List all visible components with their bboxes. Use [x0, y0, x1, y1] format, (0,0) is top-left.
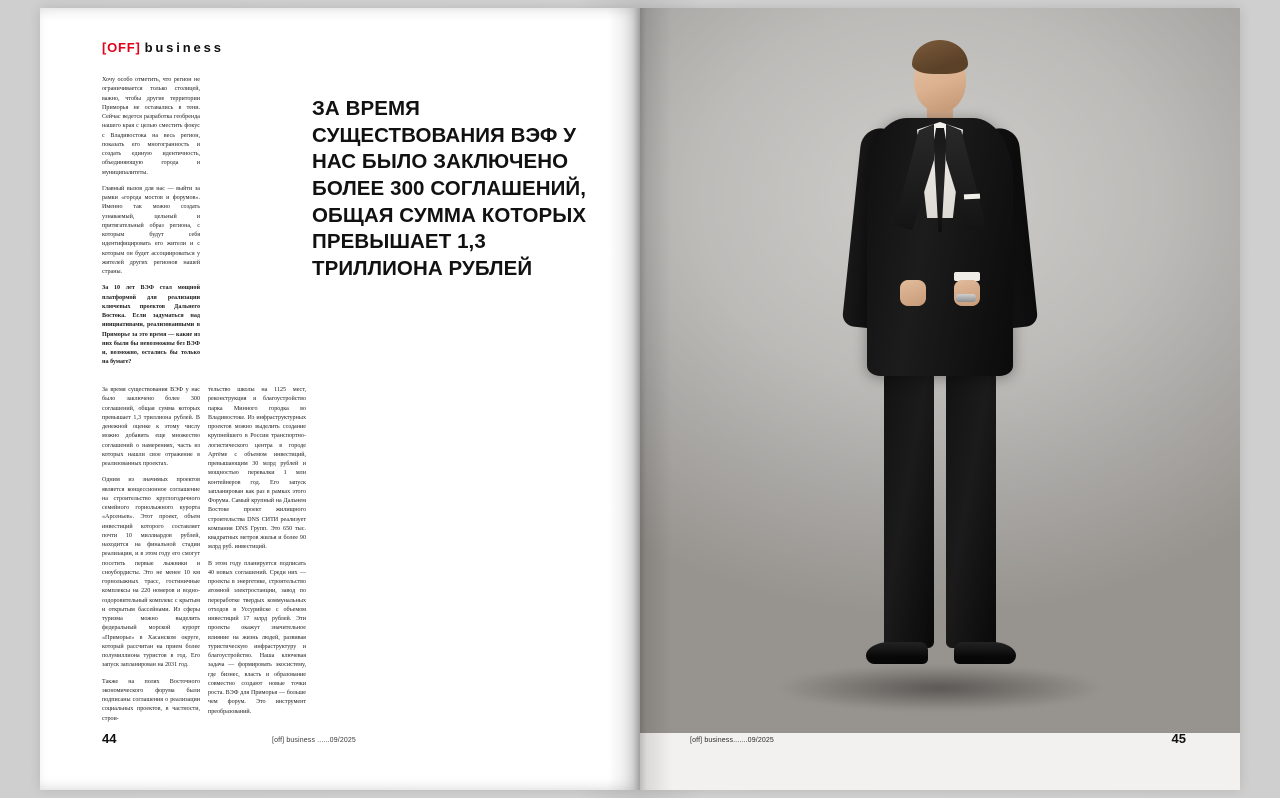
- floor-shadow: [780, 665, 1100, 711]
- left-shoe-shape: [866, 642, 928, 664]
- paragraph: Также на полях Восточного экономического форума были подписаны соглашения о реализации социальных проектов, в частности, строи-: [102, 678, 200, 722]
- page-number-left: 44: [102, 731, 117, 746]
- man-figure: [790, 44, 1090, 714]
- page-number-right: 45: [1171, 731, 1186, 746]
- right-leg-shape: [946, 362, 996, 648]
- right-shoe-shape: [954, 642, 1016, 664]
- trousers-shape: [880, 362, 1000, 648]
- left-page: [40, 8, 640, 790]
- paragraph: тельство школы на 1125 мест, реконструкция и благоустройство парка Минного городка во Владивостоке. Из инфраструктурных проектов можно выделить создание крупнейшего в России транспортно-логистического центра в городе Артёме с объемом инвестиций, превышающим 30 млрд рублей и мощностью перевалки 1 млн контейнеров год. Его запуск запланирован как раз в рамках этого Форума. Самый крупный на Дальнем Востоке проект жилищного строительства DNS СИТИ реализует компания DNS Групп. Это 650 тыс. квадратных метров жилья и более 90 млрд руб. инвестиций.: [208, 387, 306, 551]
- masthead-brand-word: business: [144, 40, 224, 55]
- running-footer-right: [off] business.......09/2025: [690, 737, 774, 744]
- paragraph: Хочу особо отметить, что регион не ограничивается только столицей, важно, чтобы другие территории Приморья не оставались в тени. Сейчас ведется разработка геобренда нашего края с целью сместить фокус с Владивостока на весь регион, показать его многогранность и создать единую идентичность, объединяющую города и муниципалитеты.: [102, 77, 200, 176]
- pocket-square-shape: [964, 194, 980, 200]
- paragraph: Главный вызов для нас — выйти за рамки «города мостов и форумов». Именно так можно создать узнаваемый, цельный и притягательный образ региона, с которым будут себя идентифицировать его жители и с которым он будет ассоциироваться у жителей других регионов нашей страны.: [102, 185, 200, 275]
- paragraph: Одним из значимых проектов является концессионное соглашение на строительство круглогодичного семейного горнолыжного курорта «Арсеньев». Этот проект, объем инвестиций которого составляет почти 10 миллиардов рублей, находится на финальной стадии реализации, и в этом году его смогут посетить первые лыжники и сноубордисты. Это не менее 10 км горнолыжных трасс, гостиничные комплексы на 220 номеров и водно-оздоровительный комплекс с крытым и открытым бассейнами. Из сферы туризма можно выделить федеральный морской курорт «Приморье» в Хасанском округе, который рассчитан на прием более полумиллиона туристов в год. Его запуск запланирован на 2031 год.: [102, 477, 200, 669]
- left-leg-shape: [884, 362, 934, 648]
- body-column-1: [102, 76, 200, 375]
- right-hand-shape: [954, 280, 980, 306]
- running-footer-left: [off] business ......09/2025: [272, 737, 356, 744]
- paragraph: За время существования ВЭФ у нас было заключено более 300 соглашений, общая сумма которых превышает 1,3 триллиона рублей. В денежной оценке к этому числу можно добавить еще множество соглашений о намерениях, часть из которых нашли свое отражение в реализованных проектах.: [102, 387, 200, 467]
- paragraph: В этом году планируется подписать 40 новых соглашений. Среди них — проекты в энергетике, строительство атомной электростанции, завод по переработке твердых коммунальных отходов в Уссурийске с объемом инвестиций 17 млрд рублей. Эти проекты окажут значительное влияние на жизнь людей, развивая туристическую инфраструктуру и благоустройство. Наша ключевая задача — формировать экосистему, где бизнес, власть и образование совместно создают новые точки роста. ВЭФ для Приморья — больше чем форум. Это инструмент преобразований.: [208, 560, 306, 715]
- left-hand-shape: [900, 280, 926, 306]
- body-column-3: [208, 386, 306, 724]
- hair-shape: [912, 40, 968, 74]
- interview-question: За 10 лет ВЭФ стал мощной платформой для реализации ключевых проектов Дальнего Востока. Если задуматься над инициативами, реализованными в Приморье за это время — какие из них были бы невозможны без ВЭФ и, возможно, остались бы только на бумаге?: [102, 285, 200, 366]
- masthead-brand-bracket: [OFF]: [102, 40, 141, 55]
- pull-quote: ЗА ВРЕМЯ СУЩЕСТВОВАНИЯ ВЭФ У НАС БЫЛО ЗАКЛЮЧЕНО БОЛЕЕ 300 СОГЛАШЕНИЙ, ОБЩАЯ СУММА КОТОРЫХ ПРЕВЫШАЕТ 1,3 ТРИЛЛИОНА РУБЛЕЙ: [312, 97, 587, 280]
- wristwatch-shape: [956, 294, 976, 302]
- magazine-masthead: [102, 40, 224, 55]
- right-page: [640, 8, 1240, 790]
- body-column-2: [102, 386, 200, 731]
- portrait-photo: [640, 8, 1240, 733]
